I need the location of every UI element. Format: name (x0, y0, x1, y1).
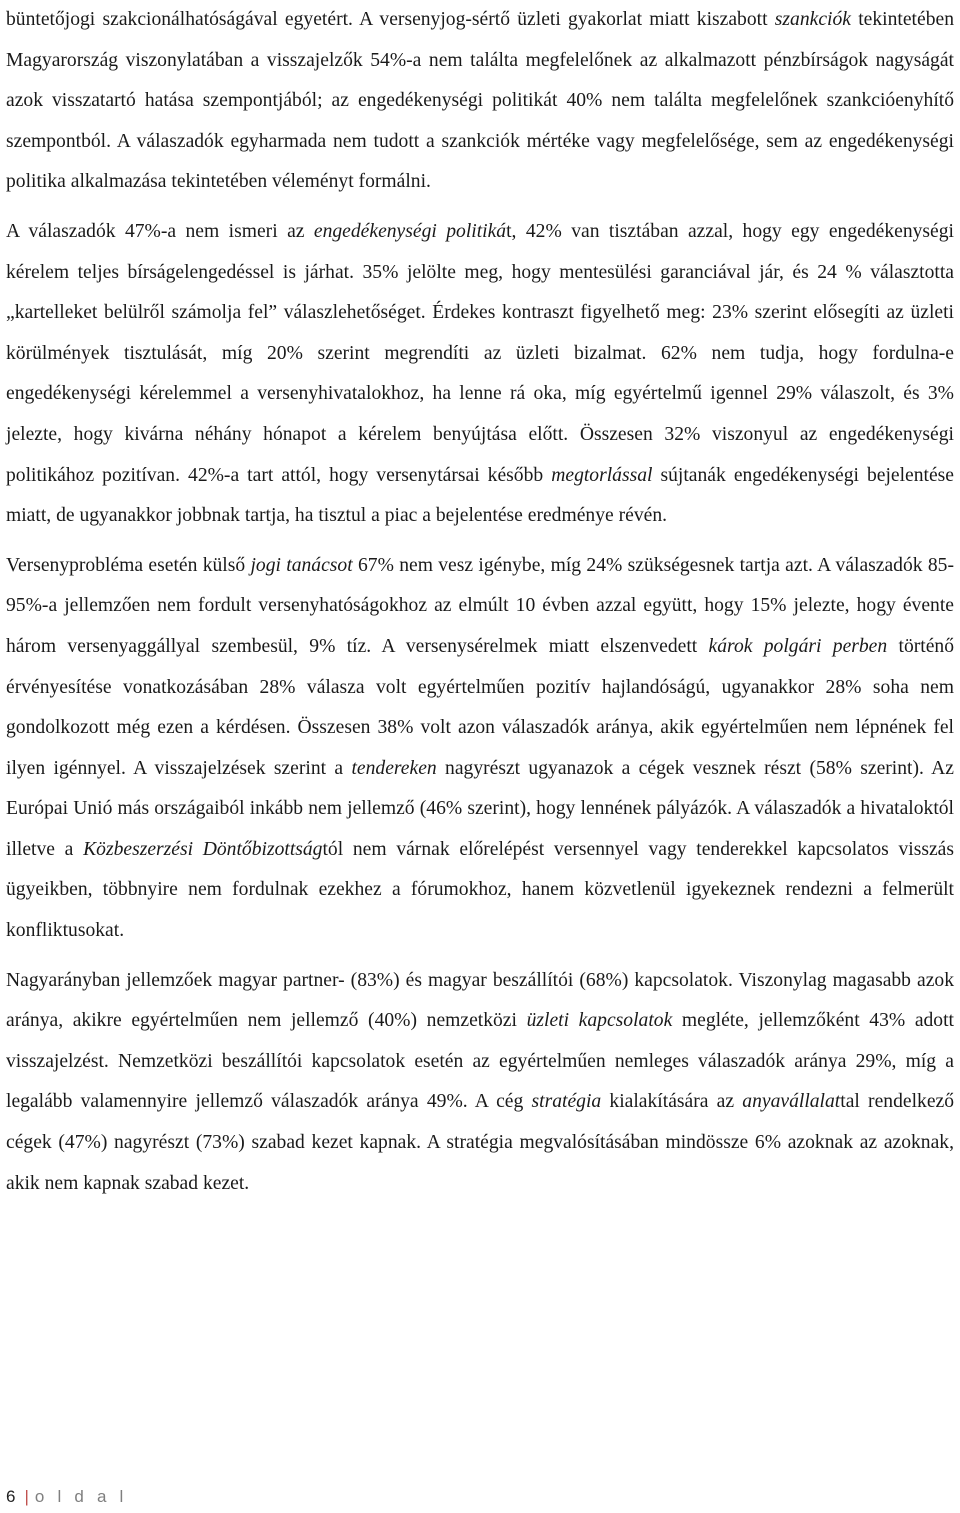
italic-term: tendereken (351, 757, 437, 779)
italic-term: üzleti kapcsolatok (526, 1010, 673, 1032)
text-run: 67% nem vesz igénybe, míg 24% szükségesnek tartja azt. A válaszadók 85-95%-a jellemzően nem fordult versenyhatóságokhoz az elmúlt 10 évben azzal együtt, hogy 15% jelezte, hogy évente három versenyaggállyal szembesül, 9% tíz. A versenysérelmek miatt elszenvedett (6, 554, 954, 657)
paragraph (6, 212, 954, 537)
italic-term: jogi tanácsot (250, 554, 353, 576)
italic-term: Közbeszerzési Döntőbizottság (83, 838, 323, 860)
text-run: Nagyarányban jellemzőek magyar partner- (83%) és magyar beszállítói (68%) kapcsolatok. Viszonylag magasabb azok aránya, akikre egyértelműen nem jellemző (40%) nemzetközi (6, 969, 954, 1032)
italic-term: szankciók (774, 9, 851, 30)
paragraph (6, 961, 954, 1205)
paragraph (6, 546, 954, 952)
text-run: Versenyprobléma esetén külső (6, 554, 251, 576)
text-run: tekintetében Magyarország viszonylatában a visszajelzők 54%-a nem találta megfelelőnek az alkalmazott pénzbírságok nagyságát azok visszatartó hatása szempontjából; az engedékenységi politikát 40% nem találta megfelelőnek szankcióenyhítő szempontból. A válaszadók egyharmada nem tudott a szankciók mértéke vagy megfelelősége, sem az engedékenységi politika alkalmazása tekintetében véleményt formálni. (6, 9, 954, 193)
text-run: megléte, jellemzőként 43% adott visszajelzést. Nemzetközi beszállítói kapcsolatok esetén az egyértelműen nemleges válaszadók aránya 29%, míg a legalább valamennyire jellemző válaszadók aránya 49%. A cég (6, 1010, 954, 1113)
italic-term: anyavállalat (742, 1091, 841, 1113)
text-run: A válaszadók 47%-a nem ismeri az (6, 220, 314, 242)
text-run: büntetőjogi szakcionálhatóságával egyetért. A versenyjog-sértő üzleti gyakorlat miatt kiszabott (6, 9, 775, 30)
document-page (6, 0, 954, 1204)
page-footer (6, 1486, 128, 1508)
footer-separator: | (24, 1487, 29, 1506)
page-label: o l d a l (34, 1487, 128, 1506)
paragraph (6, 0, 954, 203)
page-number: 6 (6, 1487, 16, 1506)
italic-term: károk polgári perben (708, 635, 888, 657)
text-run: t, 42% van tisztában azzal, hogy egy engedékenységi kérelem teljes bírságelengedéssel is járhat. 35% jelölte meg, hogy mentesülési garanciával jár, és 24 % választotta „kartelleket belülről számolja fel” válaszlehetőséget. Érdekes kontraszt figyelhető meg: 23% szerint elősegíti az üzleti körülmények tisztulását, míg 20% szerint megrendíti az üzleti bizalmat. 62% nem tudja, hogy fordulna-e engedékenységi kérelemmel a versenyhivatalokhoz, ha lenne rá oka, míg egyértelmű igennel 29% válaszolt, és 3% jelezte, hogy kivárna néhány hónapot a kérelem benyújtása előtt. Összesen 32% viszonyul az engedékenységi politikához pozitívan. 42%-a tart attól, hogy versenytársai később (6, 220, 954, 486)
text-run: kialakítására az (601, 1091, 743, 1113)
text-run: tól nem várnak előrelépést versennyel vagy tenderekkel kapcsolatos visszás ügyeikben, többnyire nem fordulnak ezekhez a fórumokhoz, hanem közvetlenül igyekeznek rendezni a felmerült konfliktusokat. (6, 838, 954, 942)
text-run: tal rendelkező cégek (47%) nagyrészt (73%) szabad kezet kapnak. A stratégia megvalósításában mindössze 6% azoknak az azoknak, akik nem kapnak szabad kezet. (6, 1091, 955, 1194)
text-run: nagyrészt ugyanazok a cégek vesznek részt (58% szerint). Az Európai Unió más országaiból inkább nem jellemző (46% szerint), hogy lennének pályázók. A válaszadók a hivataloktól illetve a (6, 757, 954, 860)
text-run: sújtanák engedékenységi bejelentése miatt, de ugyanakkor jobbnak tartja, ha tisztul a piac a bejelentése eredménye révén. (6, 464, 955, 527)
italic-term: engedékenységi politiká (313, 220, 507, 242)
italic-term: stratégia (531, 1091, 602, 1113)
text-run: történő érvényesítése vonatkozásában 28% válasza volt egyértelműen pozitív hajlandóságú, ugyanakkor 28% soha nem gondolkozott még ezen a kérdésen. Összesen 38% volt azon válaszadók aránya, akik egyértelműen nem lépnének fel ilyen igénnyel. A visszajelzések szerint a (6, 635, 955, 779)
italic-term: megtorlással (551, 464, 653, 486)
